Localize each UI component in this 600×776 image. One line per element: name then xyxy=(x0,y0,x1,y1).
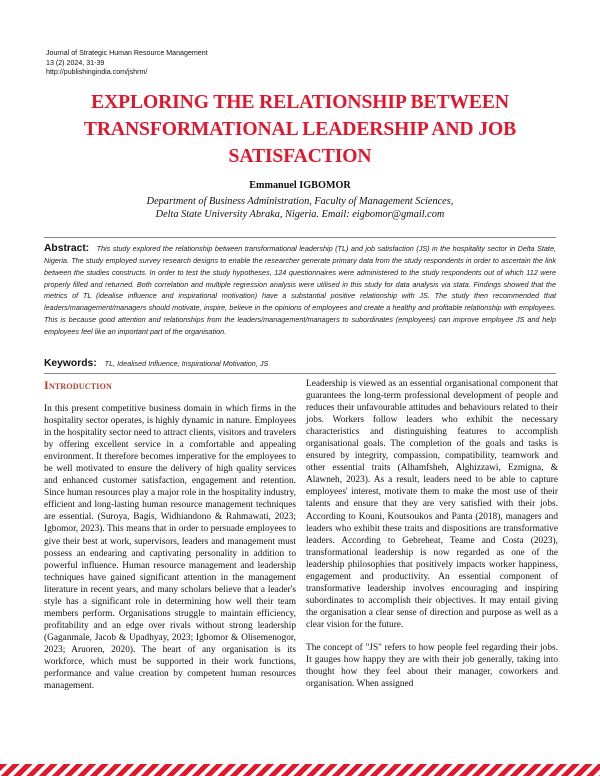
abstract-label: Abstract: xyxy=(44,243,90,254)
body-column-left: In this present competitive business domain in which firms in the hospitality sector operates, is highly dynamic in nature. Employees in the hospitality sector need to attract clients, visitors and travelers by offering excellent service in a comfortable and appealing environment. It therefore becomes imperative for the employees to be well motivated to ensure the delivery of high quality services and enhanced customer satisfaction, engagement and retention. Since human resources play a major role in the hospitality industry, efficient and long-lasting human resource management techniques are essential. (Suroya, Bagis, Widhiandono & Rahmawati, 2023; Igbomor, 2023). This means that in order to persuade employees to give their best at work, supervisors, leaders and management must possess an endearing and captivating personality in addition to powerful influence. Human resource management and leadership techniques have gained significant attention in the management literature in recent years, and many scholars believe that a leader's style has a significant role in determining how well their team members perform. Organisations struggle to maintain efficiency, profitability and an edge over rivals without strong leadership (Gaganmale, Jacob & Upadhyay, 2023; Igbomor & Olisemenogor, 2023; Aruoren, 2020). The heart of any organisation is its workforce, which must be supported in their work functions, performance and value creation by competent human resources management. xyxy=(44,404,296,692)
footer-stripe-bar xyxy=(0,764,600,776)
journal-url[interactable]: http://publishingindia.com/jshrm/ xyxy=(46,68,148,77)
section-heading: Introduction xyxy=(44,378,112,392)
keywords-text: TL, Idealised Influence, Inspirational Motivation, JS xyxy=(104,359,269,368)
abstract-top-rule xyxy=(44,237,556,238)
body-paragraph: The concept of "JS" refers to how people feel regarding their jobs. It gauges how happy they are with their job generally, taking into thought how they feel about their manager, coworkers and organisation. When assigned xyxy=(306,642,558,690)
body-paragraph: Leadership is viewed as an essential organisational component that guarantees the long-term professional development of people and reduces their unfavourable attitudes and behaviours related to their jobs. Workers follow leaders who exhibit the necessary characteristics and distinguishing features to accomplish organisational goals. The completion of the goals and tasks is ensured by integrity, compassion, compatibility, teamwork and other essential traits (Alhamfsheh, Alghizzawi, Ezmigna, & Alawneh, 2023). As a result, leaders need to be able to capture employees' interest, motivate them to make the most use of their talents and ensure that they are very satisfied with their jobs. According to Kouni, Koutsoukos and Panta (2018), managers and leaders who exhibit these traits and dispositions are transformative leaders. According to Gebreheat, Teame and Costa (2023), transformational leadership is now regarded as one of the leadership philosophies that positively impacts worker happiness, engagement and productivity. An essential component of transformative leadership involves encouraging and inspiring subordinates to accomplish their objectives. It may entail giving the organisation a clear sense of direction and purpose as well as a clear vision for the future. xyxy=(306,379,558,630)
abstract-text: This study explored the relationship between transformational leadership (TL) and job satisfaction (JS) in the hospitality sector in Delta State, Nigeria. The study employed survey research designs to enable the researcher generate primary data from the study respondents in order to ascertain the link between the studies constructs. In order to test the study hypotheses, 124 questionnaires were administered to the study respondents out of which 112 were properly filled and returned. Both correlation and multiple regression analysis were utilised in this study for data analysis via stata. Findings showed that the metrics of TL (idealise influence and inspirational motivation) have a substantial positive relationship with JS. The study then recommended that leaders/management/managers should motivate, inspire, believe in the opinions of employees and create a healthy and profitable relationship with employees. This is because good attention and relationships from the leaders/management/managers to subordinates (employees) can improve employee JS and help employees feel like an important part of the organisation. xyxy=(44,244,556,336)
journal-issue: 13 (2) 2024, 31-39 xyxy=(46,58,105,67)
author-name: Emmanuel IGBOMOR xyxy=(249,180,351,191)
affiliation-line-2: Delta State University Abraka, Nigeria. Email: eigbomor@gmail.com xyxy=(155,209,445,220)
keywords xyxy=(44,358,556,369)
journal-header xyxy=(46,49,366,78)
affiliation-line-1: Department of Business Administration, Faculty of Management Sciences, xyxy=(146,196,454,207)
abstract xyxy=(44,243,556,338)
author-affiliation xyxy=(0,195,600,221)
keywords-label: Keywords: xyxy=(44,358,97,369)
abstract-bottom-rule xyxy=(44,373,556,374)
journal-name: Journal of Strategic Human Resource Management xyxy=(46,49,208,57)
paper-title: EXPLORING THE RELATIONSHIP BETWEEN TRANSFORMATIONAL LEADERSHIP AND JOB SATISFACTION xyxy=(83,92,517,167)
body-column-right xyxy=(306,378,558,690)
